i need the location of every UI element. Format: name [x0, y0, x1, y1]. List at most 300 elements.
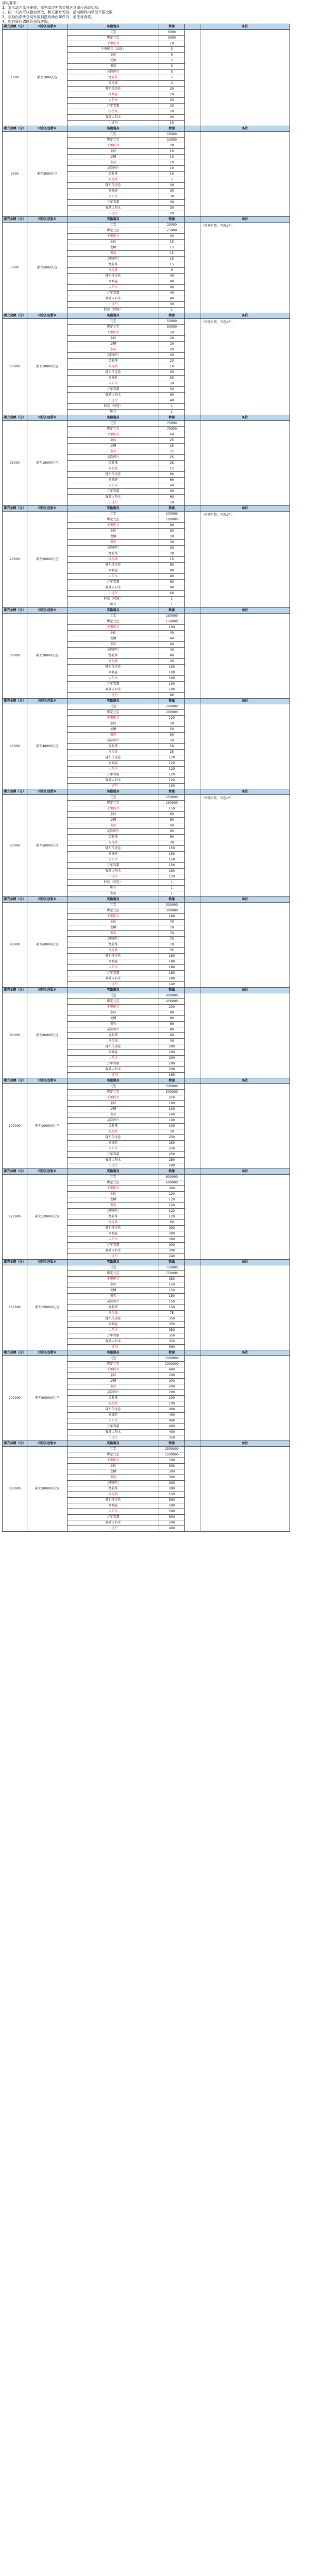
reward-item: 书页 — [67, 931, 159, 937]
tier-amount: 60000 — [3, 903, 27, 988]
col-header-amount: 累充金额（元） — [3, 1441, 27, 1447]
tier-note — [200, 421, 290, 506]
reward-item: 小还丹 — [67, 784, 159, 789]
col-header-item: 奖励道具 — [67, 126, 159, 132]
col-header-version: 对应礼包版本 — [27, 1078, 67, 1084]
reward-qty: 60 — [159, 823, 185, 829]
reward-item: 经验珠 — [67, 653, 159, 659]
tier-note — [200, 1447, 290, 1532]
reward-item: 祝福油 — [67, 1039, 159, 1044]
reward-item: 经验珠 — [67, 1214, 159, 1220]
reward-item: 回城卷 — [67, 568, 159, 574]
col-header-note: 备注 — [200, 1441, 290, 1447]
reward-qty: 70 — [159, 937, 185, 942]
reward-qty: 1 — [159, 886, 185, 891]
reward-qty: 80 — [159, 1027, 185, 1033]
reward-item: 小还丹 — [67, 121, 159, 126]
table-row — [3, 903, 290, 908]
reward-qty: 350 — [159, 1333, 185, 1339]
reward-item: 祝福油 — [67, 364, 159, 370]
col-header-qty: 数量 — [159, 897, 185, 903]
reward-item: 随机传送卷 — [67, 563, 159, 568]
reward-qty: 120 — [159, 778, 185, 784]
intro-line: 活动要求： — [2, 1, 20, 5]
reward-qty: 50 — [159, 381, 185, 387]
col-header-blank — [185, 1078, 200, 1084]
reward-item: 小还丹 — [67, 302, 159, 308]
tier-total — [185, 30, 200, 126]
reward-item: 龙鳞 — [67, 636, 159, 642]
reward-qty: 1 — [159, 602, 185, 608]
reward-qty: 1500000 — [159, 1447, 185, 1452]
col-header-version: 对应礼包版本 — [27, 1350, 67, 1356]
reward-qty: 120 — [159, 772, 185, 778]
reward-item: 祝福油 — [67, 466, 159, 472]
reward-qty: 100 — [159, 1101, 185, 1107]
reward-item: 金砖 — [67, 1464, 159, 1469]
reward-item: 随机传送卷 — [67, 472, 159, 478]
reward-item: 灵符碎片 — [67, 70, 159, 75]
reward-qty: 20 — [159, 104, 185, 109]
tier-version: 累充5000礼包 — [27, 223, 67, 313]
reward-qty: 8 — [159, 268, 185, 274]
col-header-note: 备注 — [200, 24, 290, 30]
reward-tables — [2, 24, 290, 1532]
reward-qty: 200 — [159, 1050, 185, 1056]
tier-note — [200, 1265, 290, 1350]
tier-note — [200, 614, 290, 699]
col-header-item: 奖励道具 — [67, 415, 159, 421]
tier-amount: 40000 — [3, 704, 27, 789]
reward-qty: 70 — [159, 920, 185, 925]
reward-qty: 80 — [159, 574, 185, 580]
reward-item: 回城卷 — [67, 279, 159, 285]
reward-item: 小还丹 — [67, 1254, 159, 1260]
reward-qty: 70 — [159, 931, 185, 937]
reward-qty: 35 — [159, 948, 185, 954]
col-header-version: 对应礼包版本 — [27, 1260, 67, 1265]
reward-qty: 100 — [159, 1118, 185, 1124]
tier-amount: 15000 — [3, 421, 27, 506]
reward-qty: 80 — [159, 1016, 185, 1022]
reward-qty: 500000 — [159, 1084, 185, 1090]
reward-item: 随机传送卷 — [67, 1044, 159, 1050]
tier-note — [200, 1356, 290, 1441]
reward-item: 回城卷 — [67, 1231, 159, 1237]
reward-qty: 500 — [159, 1498, 185, 1503]
reward-item: 回城卷 — [67, 1050, 159, 1056]
reward-qty: 300 — [159, 1486, 185, 1492]
reward-qty: 2 — [159, 81, 185, 87]
reward-item: 绑定元宝 — [67, 427, 159, 432]
col-header-version: 对应礼包版本 — [27, 126, 67, 132]
reward-item: 随机传送卷 — [67, 1498, 159, 1503]
reward-qty: 40 — [159, 642, 185, 648]
reward-qty: 400 — [159, 1367, 185, 1373]
reward-qty: 300 — [159, 1237, 185, 1243]
reward-qty: 120 — [159, 1197, 185, 1203]
tier-total — [185, 1265, 200, 1350]
reward-qty: 10 — [159, 155, 185, 160]
reward-item: 经验珠 — [67, 262, 159, 268]
reward-item: 绑定元宝 — [67, 517, 159, 523]
col-header-note: 备注 — [200, 506, 290, 512]
reward-item: 龙鳞 — [67, 534, 159, 540]
col-header-qty: 数量 — [159, 789, 185, 795]
reward-item: 经验珠 — [67, 172, 159, 177]
reward-qty: 1000000 — [159, 1362, 185, 1367]
reward-item: 回城卷 — [67, 1413, 159, 1418]
reward-qty: 30 — [159, 194, 185, 200]
reward-qty: 20 — [159, 115, 185, 121]
reward-qty: 5000 — [159, 36, 185, 41]
reward-item: 万年雪霜 — [67, 863, 159, 869]
col-header-version: 对应礼包版本 — [27, 415, 67, 421]
reward-qty: 60 — [159, 483, 185, 489]
col-header-item: 奖励道具 — [67, 217, 159, 223]
reward-item: 太阳水 — [67, 1237, 159, 1243]
col-header-version: 对应礼包版本 — [27, 1169, 67, 1175]
reward-qty: 140 — [159, 982, 185, 988]
reward-qty: 30 — [159, 840, 185, 846]
reward-item: 书页 — [67, 1112, 159, 1118]
reward-item: 万年雪霜 — [67, 1333, 159, 1339]
reward-qty: 40 — [159, 274, 185, 279]
reward-qty: 60 — [159, 495, 185, 500]
reward-qty: 5 — [159, 177, 185, 183]
reward-item: 太阳水 — [67, 194, 159, 200]
reward-item: 书页 — [67, 1203, 159, 1209]
reward-qty: 5 — [159, 47, 185, 53]
reward-item: 千里传音 — [67, 330, 159, 336]
col-header-item: 奖励道具 — [67, 24, 159, 30]
reward-qty: 400 — [159, 1526, 185, 1532]
reward-qty: 100 — [159, 1112, 185, 1118]
reward-item: 龙鳞 — [67, 1197, 159, 1203]
reward-item: 绑定元宝 — [67, 801, 159, 806]
tier-total — [185, 132, 200, 217]
reward-qty: 30 — [159, 183, 185, 189]
reward-qty: 30 — [159, 234, 185, 240]
reward-item: 金砖 — [67, 1373, 159, 1379]
reward-item: 太阳水 — [67, 676, 159, 682]
reward-qty: 400000 — [159, 999, 185, 1005]
reward-qty: 250 — [159, 1095, 185, 1101]
reward-qty: 80 — [159, 580, 185, 585]
reward-item: 强效太阳水 — [67, 206, 159, 211]
reward-item: 灵符碎片 — [67, 353, 159, 359]
reward-qty: 250 — [159, 1135, 185, 1141]
reward-item: 小还丹 — [67, 1163, 159, 1169]
col-header-amount: 累充金额（元） — [3, 789, 27, 795]
reward-qty: 400 — [159, 1407, 185, 1413]
reward-item: 经验珠 — [67, 1124, 159, 1129]
reward-qty: 1 — [159, 880, 185, 886]
reward-item: 太阳水 — [67, 965, 159, 971]
reward-qty: 400 — [159, 1413, 185, 1418]
reward-item: 金砖 — [67, 1010, 159, 1016]
col-header-amount: 累充金额（元） — [3, 988, 27, 993]
reward-qty: 30 — [159, 206, 185, 211]
reward-item: 回城卷 — [67, 478, 159, 483]
reward-qty: 25 — [159, 750, 185, 755]
reward-item: 祝福油 — [67, 1220, 159, 1226]
reward-qty: 40 — [159, 631, 185, 636]
reward-item: 随机传送卷 — [67, 1407, 159, 1413]
reward-qty: 60 — [159, 818, 185, 823]
reward-item: 小还丹 — [67, 1435, 159, 1441]
reward-item: 时装（可选） — [67, 597, 159, 602]
reward-qty: 400 — [159, 1418, 185, 1424]
reward-qty: 50 — [159, 370, 185, 376]
reward-item: 经验珠 — [67, 1033, 159, 1039]
reward-qty: 150 — [159, 863, 185, 869]
tier-header-row — [3, 608, 290, 614]
reward-item: 太阳水 — [67, 1509, 159, 1515]
reward-item: 随机传送卷 — [67, 665, 159, 670]
reward-qty: 150 — [159, 806, 185, 812]
reward-item: 灵符碎片 — [67, 1390, 159, 1396]
reward-qty: 200 — [159, 1379, 185, 1384]
reward-qty: 40 — [159, 1039, 185, 1044]
tier-note — [200, 30, 290, 126]
tier-header-row — [3, 24, 290, 30]
col-header-note: 备注 — [200, 217, 290, 223]
reward-qty: 100 — [159, 1107, 185, 1112]
reward-item: 书页 — [67, 64, 159, 70]
col-header-qty: 数量 — [159, 126, 185, 132]
tier-amount: 120000 — [3, 1175, 27, 1260]
reward-item: 回城卷 — [67, 1503, 159, 1509]
reward-qty: 100000 — [159, 512, 185, 517]
reward-item: 小还丹 — [67, 1526, 159, 1532]
reward-item: 元宝 — [67, 319, 159, 325]
reward-item: 太阳水 — [67, 483, 159, 489]
col-header-item: 奖励道具 — [67, 313, 159, 319]
reward-item: 经验珠 — [67, 1486, 159, 1492]
reward-item: 强效太阳水 — [67, 1248, 159, 1254]
reward-qty: 180 — [159, 971, 185, 976]
col-header-version: 对应礼包版本 — [27, 1441, 67, 1447]
reward-qty: 50 — [159, 387, 185, 393]
tier-version: 累充1000礼包 — [27, 30, 67, 126]
tier-total — [185, 1356, 200, 1441]
reward-qty: 300 — [159, 1464, 185, 1469]
reward-qty: 20 — [159, 98, 185, 104]
col-header-amount: 累充金额（元） — [3, 1169, 27, 1175]
tier-version: 累充40000礼包 — [27, 704, 67, 789]
reward-qty: 30 — [159, 540, 185, 546]
tier-note: （所选时装，可选1件） — [200, 319, 290, 415]
reward-item: 太阳水 — [67, 1328, 159, 1333]
tier-header-row — [3, 789, 290, 795]
col-header-note: 备注 — [200, 415, 290, 421]
tier-amount: 300000 — [3, 1447, 27, 1532]
col-header-note: 备注 — [200, 699, 290, 704]
reward-qty: 80 — [159, 1022, 185, 1027]
col-header-note: 备注 — [200, 988, 290, 993]
reward-item: 元宝 — [67, 132, 159, 138]
reward-item: 经验珠 — [67, 75, 159, 81]
reward-item: 太阳水 — [67, 857, 159, 863]
reward-qty: 20 — [159, 342, 185, 347]
tier-header-row — [3, 1078, 290, 1084]
tier-header-row — [3, 415, 290, 421]
reward-item: 小还丹 — [67, 1345, 159, 1350]
reward-item: 龙鳞 — [67, 818, 159, 823]
reward-qty: 70 — [159, 925, 185, 931]
reward-qty: 50 — [159, 500, 185, 506]
reward-item: 金砖 — [67, 1192, 159, 1197]
reward-item: 龙鳞 — [67, 925, 159, 931]
reward-qty: 250 — [159, 1152, 185, 1158]
reward-qty: 80 — [159, 693, 185, 699]
reward-qty: 75000 — [159, 421, 185, 427]
col-header-qty: 数量 — [159, 608, 185, 614]
reward-item: 太阳水 — [67, 285, 159, 291]
reward-qty: 200000 — [159, 704, 185, 710]
tier-amount: 1000 — [3, 30, 27, 126]
reward-qty: 120 — [159, 716, 185, 721]
reward-qty: 40 — [159, 291, 185, 296]
col-header-qty: 数量 — [159, 1078, 185, 1084]
reward-item: 称号 — [67, 410, 159, 415]
tier-note — [200, 1084, 290, 1169]
col-header-version: 对应礼包版本 — [27, 506, 67, 512]
tier-note — [200, 903, 290, 988]
reward-item: 经验珠 — [67, 551, 159, 557]
reward-qty: 300000 — [159, 908, 185, 914]
reward-item: 金砖 — [67, 53, 159, 58]
tier-header-row — [3, 313, 290, 319]
reward-item: 千里传音 — [67, 523, 159, 529]
col-header-version: 对应礼包版本 — [27, 217, 67, 223]
reward-item: 万年雪霜 — [67, 387, 159, 393]
reward-qty: 120 — [159, 1214, 185, 1220]
reward-qty: 50 — [159, 744, 185, 750]
col-header-item: 奖励道具 — [67, 1169, 159, 1175]
reward-qty: 200 — [159, 1061, 185, 1067]
reward-qty: 15000 — [159, 138, 185, 143]
reward-item: 祝福油 — [67, 1129, 159, 1135]
reward-qty: 500 — [159, 1503, 185, 1509]
reward-qty: 160 — [159, 1073, 185, 1078]
reward-item: 祝福油 — [67, 750, 159, 755]
reward-qty: 400 — [159, 1430, 185, 1435]
reward-qty: 200 — [159, 1384, 185, 1390]
reward-qty: 150 — [159, 869, 185, 874]
reward-qty: 15 — [159, 257, 185, 262]
reward-qty: 30 — [159, 200, 185, 206]
tier-total — [185, 1447, 200, 1532]
tier-amount: 5000 — [3, 223, 27, 313]
tier-amount: 100000 — [3, 1084, 27, 1169]
reward-item: 万年雪霜 — [67, 200, 159, 206]
col-header-item: 奖励道具 — [67, 1441, 159, 1447]
reward-item: 金砖 — [67, 438, 159, 444]
tier-note: （所选时装，可选1件） — [200, 795, 290, 897]
reward-item: 龙鳞 — [67, 444, 159, 449]
reward-qty: 100 — [159, 784, 185, 789]
reward-qty: 40 — [159, 636, 185, 642]
reward-qty: 10 — [159, 160, 185, 166]
tier-header-row — [3, 988, 290, 993]
reward-item: 元宝 — [67, 1265, 159, 1271]
reward-qty: 300 — [159, 1481, 185, 1486]
reward-item: 祝福油 — [67, 268, 159, 274]
reward-qty: 10 — [159, 41, 185, 47]
reward-qty: 120 — [159, 1192, 185, 1197]
reward-qty: 5000 — [159, 30, 185, 36]
col-header-blank — [185, 313, 200, 319]
col-header-amount: 累充金额（元） — [3, 126, 27, 132]
reward-qty: 250000 — [159, 795, 185, 801]
reward-item: 称号 — [67, 886, 159, 891]
reward-qty: 20 — [159, 92, 185, 98]
table-row — [3, 1356, 290, 1362]
tier-header-row — [3, 1350, 290, 1356]
col-header-item: 奖励道具 — [67, 988, 159, 993]
reward-item: 元宝 — [67, 795, 159, 801]
reward-item: 祝福油 — [67, 840, 159, 846]
reward-item: 太阳水 — [67, 574, 159, 580]
col-header-version: 对应礼包版本 — [27, 608, 67, 614]
col-header-blank — [185, 1260, 200, 1265]
reward-item: 绑定元宝 — [67, 1362, 159, 1367]
table-row — [3, 1447, 290, 1452]
reward-qty: 300 — [159, 1469, 185, 1475]
reward-qty: 150 — [159, 1492, 185, 1498]
col-header-note: 备注 — [200, 1169, 290, 1175]
reward-item: 强效太阳水 — [67, 1067, 159, 1073]
table-row — [3, 1084, 290, 1090]
reward-qty: 300 — [159, 1345, 185, 1350]
reward-qty: 80 — [159, 563, 185, 568]
reward-qty: 20 — [159, 659, 185, 665]
reward-qty: 300 — [159, 1226, 185, 1231]
reward-qty: 250 — [159, 1141, 185, 1146]
col-header-item: 奖励道具 — [67, 1350, 159, 1356]
tier-version: 累充10000礼包 — [27, 319, 67, 415]
reward-item: 经验珠 — [67, 461, 159, 466]
col-header-note: 备注 — [200, 608, 290, 614]
reward-qty: 120 — [159, 874, 185, 880]
reward-item: 灵符碎片 — [67, 1027, 159, 1033]
intro-line: 1、本活动为单日充值，本档单次充值金额达到即可领取奖励， — [2, 6, 102, 10]
reward-qty: 100 — [159, 1124, 185, 1129]
reward-qty: 5 — [159, 70, 185, 75]
tier-version: 累充15000礼包 — [27, 421, 67, 506]
reward-item: 小还丹 — [67, 874, 159, 880]
reward-item: 灵符碎片 — [67, 166, 159, 172]
reward-item: 万年雪霜 — [67, 772, 159, 778]
reward-qty: 25000 — [159, 228, 185, 234]
reward-qty: 500 — [159, 1515, 185, 1520]
reward-qty: 30 — [159, 551, 185, 557]
reward-qty: 200 — [159, 1056, 185, 1061]
reward-item: 回城卷 — [67, 852, 159, 857]
reward-qty: 1 — [159, 597, 185, 602]
reward-qty: 25 — [159, 461, 185, 466]
intro-line: 2、同一天内可以叠加领取，跨天累计无效，活动期间内领取不限次数 — [2, 10, 113, 14]
reward-qty: 200 — [159, 1396, 185, 1401]
reward-item: 随机传送卷 — [67, 755, 159, 761]
col-header-qty: 数量 — [159, 1350, 185, 1356]
reward-item: 随机传送卷 — [67, 183, 159, 189]
reward-item: 龙鳞 — [67, 155, 159, 160]
reward-item: 金砖 — [67, 240, 159, 245]
tier-amount: 50000 — [3, 795, 27, 897]
